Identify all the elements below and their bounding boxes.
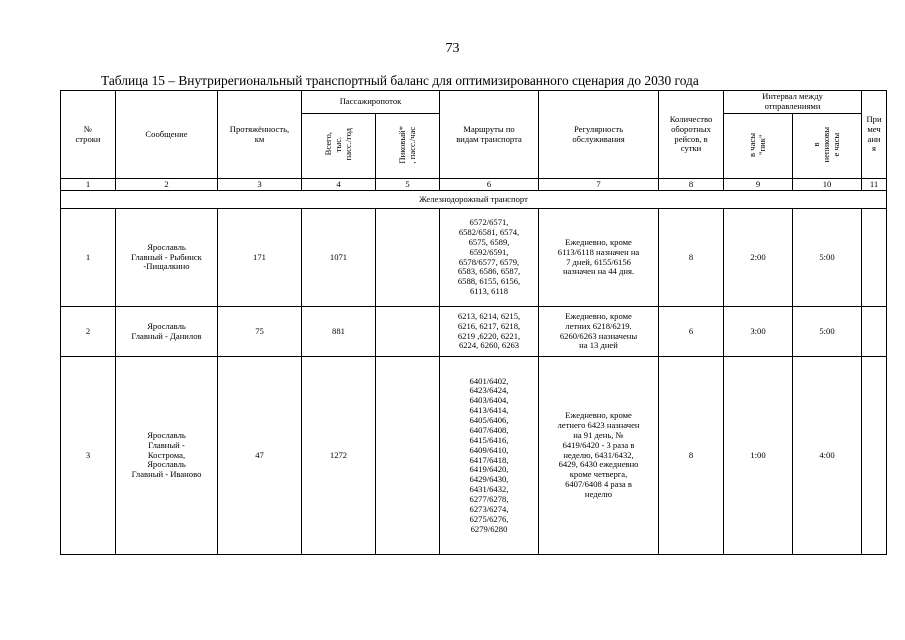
header-total: Всего, тыс. пасс./год xyxy=(322,128,353,161)
column-number: 5 xyxy=(376,179,440,191)
header-offpeak-interval-cell xyxy=(793,114,862,179)
row-routes: 6572/6571, 6582/6581, 6574, 6575, 6589, 6592/6591, 6578/6577, 6579, 6583, 6586, 6587, 6588, 6155, 6156, 6113, 6118 xyxy=(440,209,539,307)
row-offpeak-interval: 4:00 xyxy=(793,357,862,555)
header-length: Протяжённость, км xyxy=(218,91,302,179)
header-trips: Количество оборотных рейсов, в сутки xyxy=(659,91,724,179)
header-peak: Пиковый* , пасс./час xyxy=(396,125,417,164)
row-number: 3 xyxy=(61,357,116,555)
row-connection: Ярославль Главный - Рыбинск -Пищалкино xyxy=(116,209,218,307)
header-interval: Интервал между отправлениями xyxy=(724,91,862,114)
row-offpeak-interval: 5:00 xyxy=(793,209,862,307)
column-number: 8 xyxy=(659,179,724,191)
row-note xyxy=(862,307,887,357)
header-peak-interval: в часы "пик" xyxy=(747,132,768,157)
column-number: 10 xyxy=(793,179,862,191)
row-peak xyxy=(376,357,440,555)
column-number: 1 xyxy=(61,179,116,191)
column-number: 11 xyxy=(862,179,887,191)
header-row-number: № строки xyxy=(61,91,116,179)
header-routes: Маршруты по видам транспорта xyxy=(440,91,539,179)
section-title: Железнодорожный транспорт xyxy=(61,191,887,209)
row-total: 1071 xyxy=(302,209,376,307)
header-total-cell xyxy=(302,114,376,179)
header-peak-cell xyxy=(376,114,440,179)
row-number: 1 xyxy=(61,209,116,307)
row-regularity: Ежедневно, кроме 6113/6118 назначен на 7 дней, 6155/6156 назначен на 44 дня. xyxy=(539,209,659,307)
row-length: 171 xyxy=(218,209,302,307)
row-regularity: Ежедневно, кроме летних 6218/6219. 6260/6263 назначены на 13 дней xyxy=(539,307,659,357)
row-peak-interval: 3:00 xyxy=(724,307,793,357)
column-number: 6 xyxy=(440,179,539,191)
row-total: 881 xyxy=(302,307,376,357)
transport-balance-table xyxy=(60,90,887,555)
row-peak-interval: 2:00 xyxy=(724,209,793,307)
row-routes: 6401/6402, 6423/6424, 6403/6404, 6413/6414, 6405/6406, 6407/6408, 6415/6416, 6409/6410, 6417/6418, 6419/6420, 6429/6430, 6431/6432, 6277/6278, 6273/6274, 6275/6276, 6279/6280 xyxy=(440,357,539,555)
row-note xyxy=(862,357,887,555)
section-row xyxy=(61,191,887,209)
row-trips: 6 xyxy=(659,307,724,357)
row-peak xyxy=(376,209,440,307)
row-total: 1272 xyxy=(302,357,376,555)
row-peak-interval: 1:00 xyxy=(724,357,793,555)
header-passenger-flow: Пассажиропоток xyxy=(302,91,440,114)
column-number-row xyxy=(61,179,887,191)
header-peak-interval-cell xyxy=(724,114,793,179)
header-offpeak-interval: в непиковы е часы xyxy=(811,126,841,163)
row-connection: Ярославль Главный - Кострома, Ярославль Главный - Иваново xyxy=(116,357,218,555)
column-number: 4 xyxy=(302,179,376,191)
table-row xyxy=(61,209,887,307)
column-number: 3 xyxy=(218,179,302,191)
row-length: 47 xyxy=(218,357,302,555)
column-number: 9 xyxy=(724,179,793,191)
row-connection: Ярославль Главный - Данилов xyxy=(116,307,218,357)
row-number: 2 xyxy=(61,307,116,357)
column-number: 7 xyxy=(539,179,659,191)
header-row-top xyxy=(61,91,887,114)
row-note xyxy=(862,209,887,307)
table-row xyxy=(61,357,887,555)
row-trips: 8 xyxy=(659,209,724,307)
table-caption: Таблица 15 – Внутрирегиональный транспортный баланс для оптимизированного сценария до 2030 года xyxy=(101,73,699,88)
header-notes: При меч ани я xyxy=(862,91,887,179)
row-trips: 8 xyxy=(659,357,724,555)
column-number: 2 xyxy=(116,179,218,191)
header-regularity: Регулярность обслуживания xyxy=(539,91,659,179)
header-connection: Сообщение xyxy=(116,91,218,179)
row-routes: 6213, 6214, 6215, 6216, 6217, 6218, 6219 ,6220, 6221, 6224, 6260, 6263 xyxy=(440,307,539,357)
table-row xyxy=(61,307,887,357)
row-length: 75 xyxy=(218,307,302,357)
row-offpeak-interval: 5:00 xyxy=(793,307,862,357)
page-number: 73 xyxy=(445,41,460,56)
row-peak xyxy=(376,307,440,357)
row-regularity: Ежедневно, кроме летнего 6423 назначен на 91 день, № 6419/6420 - 3 раза в неделю, 6431/6432, 6429, 6430 ежедневно кроме четверга, 6407/6408 4 раза в неделю xyxy=(539,357,659,555)
